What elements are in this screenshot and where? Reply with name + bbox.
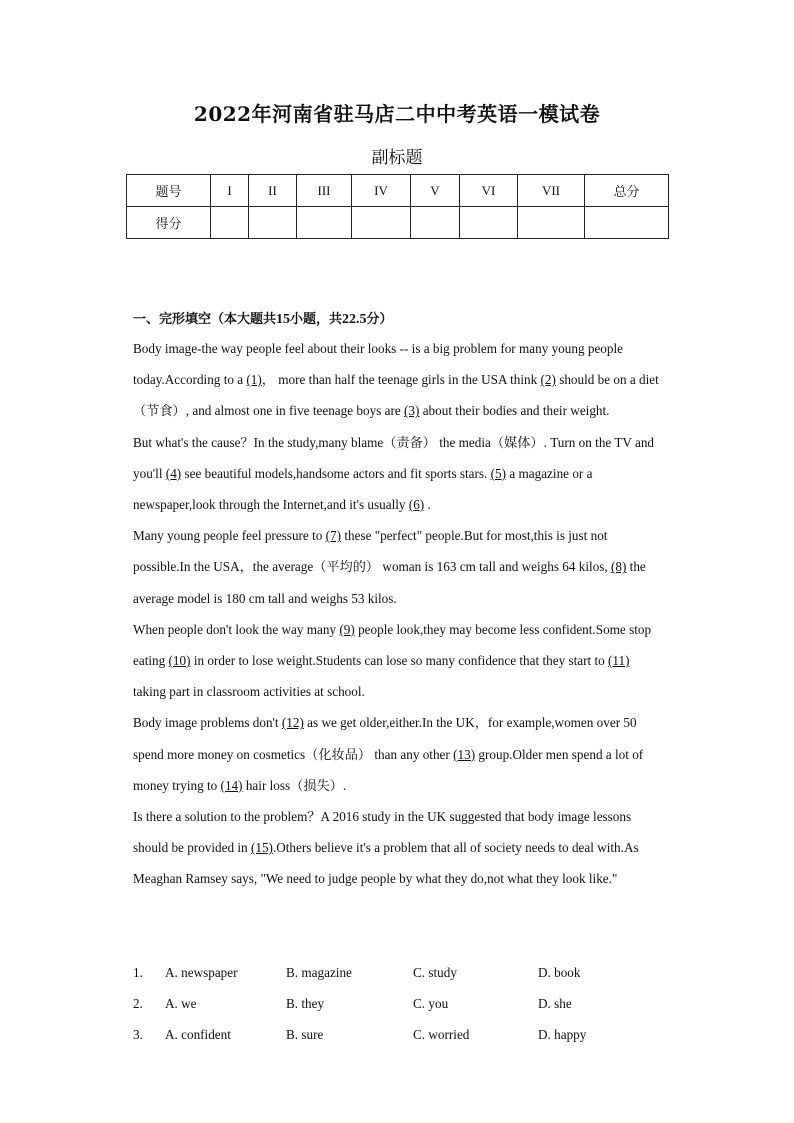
exam-title: 2022年河南省驻马店二中中考英语一模试卷 [193, 102, 601, 126]
section-suffix: 分） [366, 312, 393, 327]
blank-3: (3) [404, 403, 420, 419]
blank-2: (2) [540, 372, 556, 388]
section-count: 15 [276, 312, 291, 327]
blank-7: (7) [325, 528, 342, 544]
question-number: 2. [133, 996, 143, 1011]
header-cell-i: I [211, 175, 249, 207]
score-cell [297, 207, 352, 239]
option-c: C. you [413, 996, 449, 1011]
score-table-header-row [127, 175, 669, 207]
passage-text: Body image-the way people feel about their looks -- is a big problem for many young people today.According to a [133, 341, 624, 388]
question-2-options [133, 989, 673, 1020]
section-points: 22.5 [342, 312, 367, 327]
passage-text: in order to lose weight.Students can lose so many confidence that they start to [190, 653, 609, 669]
passage-text: group.Older men spend a lot of money trying to [133, 746, 644, 793]
passage-text: about their bodies and their weight. [419, 403, 610, 419]
blank-1: (1) [246, 372, 262, 388]
passage-paragraph-1 [133, 333, 665, 427]
passage-text: hair loss（损失）. [242, 777, 347, 793]
score-cell [585, 207, 669, 239]
question-3-options [133, 1020, 673, 1051]
score-cell [518, 207, 585, 239]
question-number: 3. [133, 1027, 143, 1042]
passage-text: see beautiful models,handsome actors and fit sports stars. [181, 465, 491, 481]
option-b: B. they [286, 996, 325, 1011]
header-cell-total: 总分 [585, 175, 669, 207]
header-cell-question-no: 题号 [127, 175, 211, 207]
passage-text: Many young people feel pressure to [133, 528, 326, 544]
score-cell [211, 207, 249, 239]
blank-13: (13) [453, 746, 476, 762]
option-c: C. study [413, 965, 457, 980]
score-cell [249, 207, 297, 239]
option-a: A. newspaper [165, 965, 238, 980]
option-a: A. confident [165, 1027, 231, 1042]
blank-6: (6) [408, 497, 425, 513]
score-cell [411, 207, 460, 239]
row-label-score: 得分 [127, 207, 211, 239]
blank-12: (12) [281, 715, 304, 731]
option-c: C. worried [413, 1027, 470, 1042]
passage-paragraph-3 [133, 520, 665, 614]
section-mid: 小题，共 [290, 312, 343, 327]
passage-text: the average model is 180 cm tall and weighs 53 kilos. [133, 559, 646, 606]
option-a: A. we [165, 996, 197, 1011]
blank-9: (9) [339, 621, 355, 637]
blank-15: (15) [250, 840, 273, 856]
passage-text: Body image problems don't [133, 715, 282, 731]
score-table-score-row [127, 207, 669, 239]
section-prefix: 一、完形填空（本大题共 [133, 312, 277, 327]
passage-text: But what's the cause？In the study,many blame（责备） the media（媒体）. Turn on the TV and you'll [133, 434, 655, 481]
option-b: B. sure [286, 1027, 324, 1042]
option-d: D. happy [538, 1027, 587, 1042]
passage-text: ， more than half the teenage girls in the USA think [261, 372, 541, 388]
blank-5: (5) [490, 465, 507, 481]
question-number: 1. [133, 965, 143, 980]
blank-11: (11) [608, 653, 630, 669]
header-cell-ii: II [249, 175, 297, 207]
blank-10: (10) [168, 653, 191, 669]
score-cell [352, 207, 411, 239]
cloze-passage [133, 333, 665, 895]
score-table [126, 174, 669, 239]
question-1-options [133, 958, 673, 989]
passage-text: .Others believe it's a problem that all of society needs to deal with.As Meaghan Ramsey says, "We need to judge people by what they do,not what they look like." [133, 840, 639, 887]
exam-subtitle: 副标题 [371, 148, 423, 168]
blank-4: (4) [165, 465, 182, 481]
passage-text: Is there a solution to the problem？A 2016 study in the UK suggested that body image lessons should be provided in [133, 809, 632, 856]
blank-14: (14) [220, 777, 243, 793]
passage-text: When people don't look the way many [133, 621, 340, 637]
header-cell-v: V [411, 175, 460, 207]
passage-text: taking part in classroom activities at school. [133, 684, 365, 700]
header-cell-iii: III [297, 175, 352, 207]
passage-paragraph-5 [133, 707, 665, 801]
passage-text: should be on a diet（节食）, and almost one in five teenage boys are [133, 372, 659, 419]
section-heading [133, 308, 393, 328]
answer-options [133, 958, 673, 1051]
header-cell-vi: VI [460, 175, 518, 207]
passage-text: these "perfect" people.But for most,this is just not possible.In the USA，the average（平均的） woman is 163 cm tall and weighs 64 kilos, [133, 528, 611, 575]
option-b: B. magazine [286, 965, 352, 980]
score-cell [460, 207, 518, 239]
option-d: D. she [538, 996, 572, 1011]
passage-text: . [424, 497, 431, 513]
passage-text: a magazine or a newspaper,look through the Internet,and it's usually [133, 465, 593, 513]
passage-text: people look,they may become less confident.Some stop eating [133, 621, 652, 669]
passage-paragraph-2 [133, 427, 665, 521]
header-cell-iv: IV [352, 175, 411, 207]
passage-paragraph-6 [133, 801, 665, 895]
passage-paragraph-4 [133, 614, 665, 708]
option-d: D. book [538, 965, 581, 980]
blank-8: (8) [610, 559, 627, 575]
passage-text: as we get older,either.In the UK，for example,women over 50 spend more money on cosmetics（化妆品） than any other [133, 715, 637, 762]
header-cell-vii: VII [518, 175, 585, 207]
